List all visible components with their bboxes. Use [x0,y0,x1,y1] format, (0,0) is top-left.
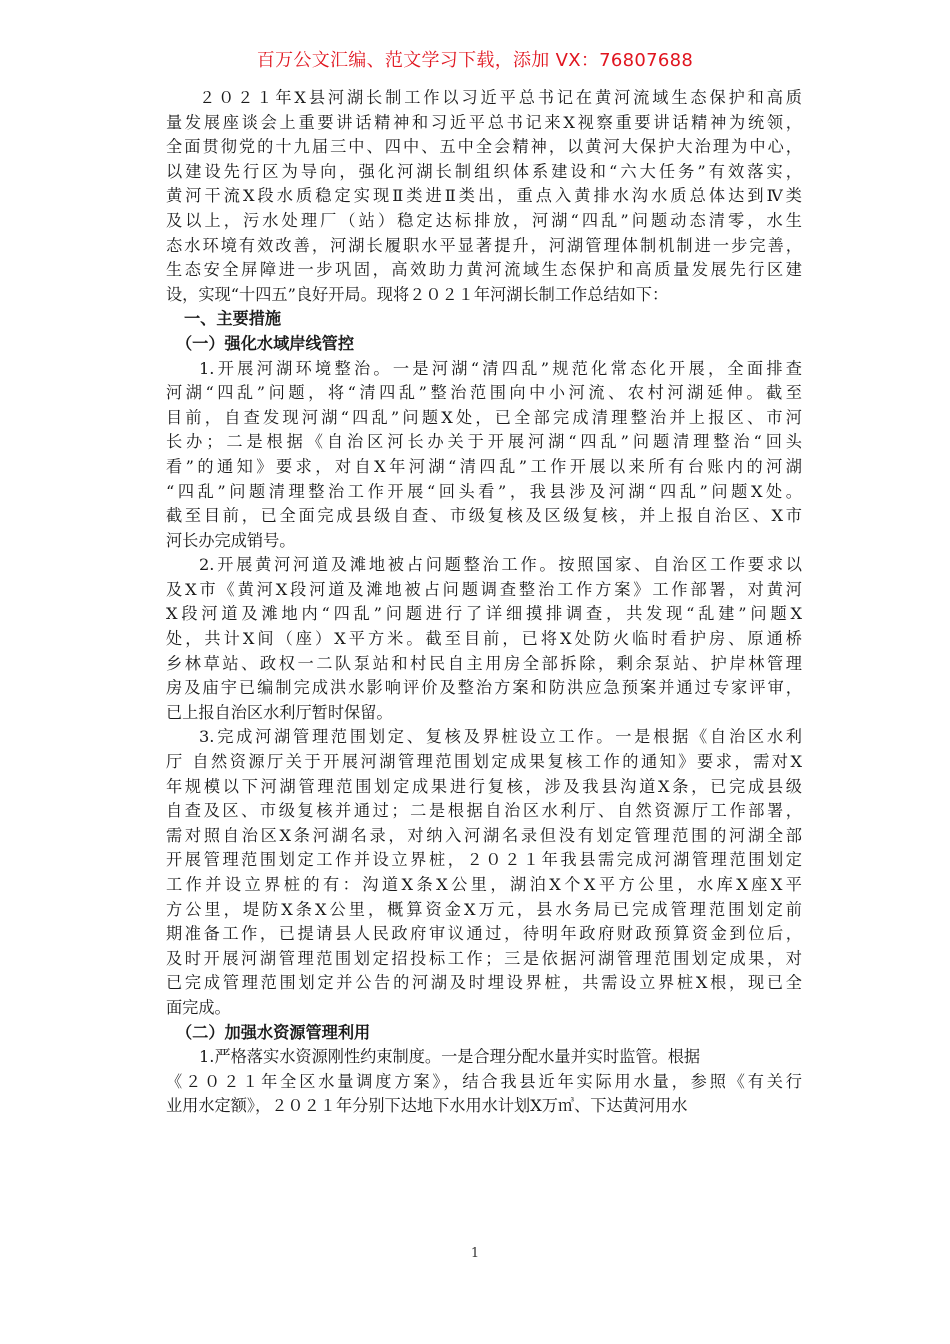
paragraph-first-line: ２０２１年X县河湖长制工作以习近平总书记在黄河流域生态保护和高质 [199,88,802,107]
paragraph-line: 期准备工作，已提请县人民政府审议通过，待明年政府财政预算资金到位后， [166,924,802,944]
paragraph-line: 看”的通知》要求，对自X年河湖“清四乱”工作开展以来所有台账内的河湖 [166,456,802,476]
subsection-heading: （二）加强水资源管理利用 [176,1022,371,1042]
paragraph-last-line: 河长办完成销号。 [166,530,296,550]
paragraph-last-line: 面完成。 [166,997,231,1017]
paragraph-line: 房及庙宇已编制完成洪水影响评价及整治方案和防洪应急预案并通过专家评审， [166,678,802,698]
paragraph-line: 乡林草站、政权一二队泵站和村民自主用房全部拆除，剩余泵站、护岸林管理 [166,653,802,673]
paragraph-line: 开展管理范围划定工作并设立界桩，２０２１年我县需完成河湖管理范围划定 [166,850,802,870]
paragraph-line: 《２０２１年全区水量调度方案》，结合我县近年实际用水量，参照《有关行 [166,1071,802,1091]
paragraph-line: 年规模以下河湖管理范围划定成果进行复核，涉及我县沟道X条，已完成县级 [166,776,802,796]
paragraph-last-line: 业用水定额》，２０２１年分别下达地下水用水计划X万㎥、下达黄河用水 [166,1096,688,1116]
paragraph-line: 自查及区、市级复核并通过；二是根据自治区水利厅、自然资源厅工作部署， [166,801,802,821]
page-number: 1 [470,1246,480,1261]
paragraph-first-line: 2.开展黄河河道及滩地被占问题整治工作。按照国家、自治区工作要求以 [199,555,802,575]
paragraph-line: 生态安全屏障进一步巩固，高效助力黄河流域生态保护和高质量发展先行区建 [166,260,802,280]
section-heading: 一、主要措施 [184,309,282,329]
paragraph-line: 及时开展河湖管理范围划定招投标工作；三是依据河湖管理范围划定成果，对 [166,948,802,968]
paragraph-first-line: 1.开展河湖环境整治。一是河湖“清四乱”规范化常态化开展，全面排查 [199,358,802,378]
document-body [166,86,802,1119]
paragraph-line: 截至目前，已全面完成县级自查、市级复核及区级复核，并上报自治区、X市 [166,506,802,526]
paragraph-line: 态水环境有效改善，河湖长履职水平显著提升，河湖管理体制机制进一步完善， [166,235,802,255]
watermark-banner: 百万公文汇编、范文学习下载，添加 VX：76807688 [256,50,694,71]
subsection-heading: （一）强化水域岸线管控 [176,333,355,353]
paragraph-line: 长办；二是根据《自治区河长办关于开展河湖“四乱”问题清理整治“回头 [166,432,802,452]
paragraph-line: 及以上，污水处理厂（站）稳定达标排放，河湖“四乱”问题动态清零，水生 [166,210,802,230]
paragraph-line: 以建设先行区为导向，强化河湖长制组织体系建设和“六大任务”有效落实， [166,161,802,181]
paragraph-line: 已完成管理范围划定并公告的河湖及时埋设界桩，共需设立界桩X根，现已全 [166,973,802,993]
paragraph-line: 处，共计X间（座）X平方米。截至目前，已将X处防火临时看护房、原通桥 [166,629,802,649]
paragraph-line: 工作并设立界桩的有：沟道X条X公里，湖泊X个X平方公里，水库X座X平 [166,875,802,894]
paragraph-line: “四乱”问题清理整治工作开展“回头看”，我县涉及河湖“四乱”问题X处。 [166,481,802,501]
paragraph-line: 黄河干流X段水质稳定实现Ⅱ类进Ⅱ类出，重点入黄排水沟水质总体达到Ⅳ类 [166,186,802,206]
paragraph-last-line: 已上报自治区水利厅暂时保留。 [166,702,393,722]
paragraph-line: 及X市《黄河X段河道及滩地被占问题调查整治工作方案》工作部署，对黄河 [166,579,802,599]
paragraph-last-line: 设，实现“十四五”良好开局。现将２０２１年河湖长制工作总结如下： [166,284,669,304]
paragraph-line: 河湖“四乱”问题，将“清四乱”整治范围向中小河流、农村河湖延伸。截至 [166,383,802,403]
paragraph-first-line: 3.完成河湖管理范围划定、复核及界桩设立工作。一是根据《自治区水利 [199,727,802,747]
paragraph-first-line: 1.严格落实水资源刚性约束制度。一是合理分配水量并实时监管。根据 [199,1047,701,1067]
paragraph-line: 量发展座谈会上重要讲话精神和习近平总书记来X视察重要讲话精神为统领， [166,112,802,132]
paragraph-line: 全面贯彻党的十九届三中、四中、五中全会精神，以黄河大保护大治理为中心， [166,137,802,157]
paragraph-line: 方公里，堤防X条X公里，概算资金X万元，县水务局已完成管理范围划定前 [166,899,802,919]
paragraph-line: X段河道及滩地内“四乱”问题进行了详细摸排调查，共发现“乱建”问题X [166,604,802,624]
paragraph-line: 目前，自查发现河湖“四乱”问题X处，已全部完成清理整治并上报区、市河 [166,407,802,427]
paragraph-line: 需对照自治区X条河湖名录，对纳入河湖名录但没有划定管理范围的河湖全部 [166,825,802,845]
paragraph-line: 厅 自然资源厅关于开展河湖管理范围划定成果复核工作的通知》要求，需对X [166,752,802,772]
